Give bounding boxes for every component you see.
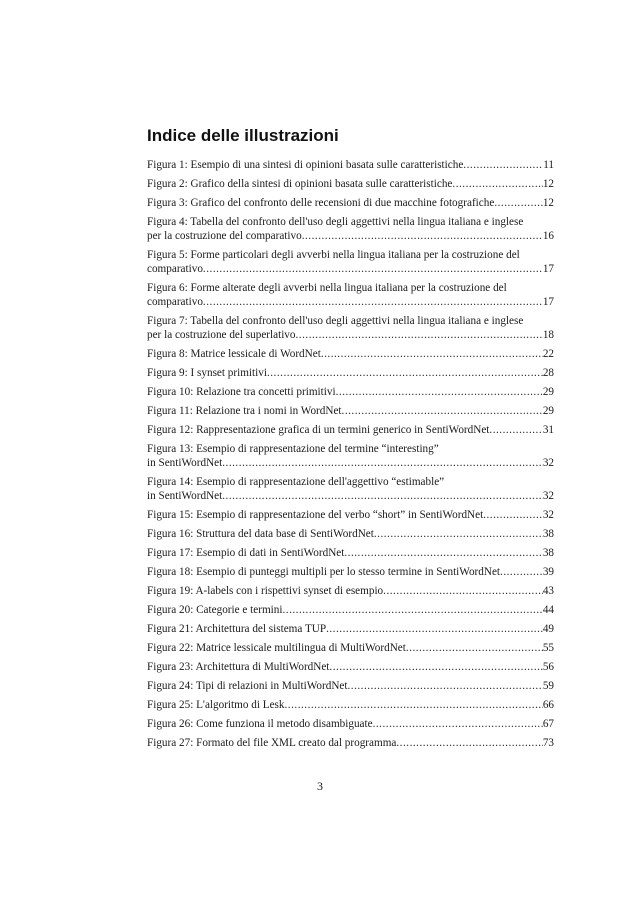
toc-entry-text: Figura 19: A-labels con i rispettivi synset di esempio	[147, 585, 384, 597]
toc-entry[interactable]	[147, 213, 554, 246]
toc-entry-text: Figura 4: Tabella del confronto dell'uso degli aggettivi nella lingua italiana e inglese	[147, 216, 524, 228]
toc-page-number: 18	[542, 329, 554, 341]
toc-entry-text: Figura 9: I synset primitivi	[147, 367, 267, 379]
toc-entry-text: Figura 18: Esempio di punteggi multipli per lo stesso termine in SentiWordNet	[147, 566, 501, 578]
toc-entry[interactable]	[147, 421, 554, 440]
toc-entry-line-last	[147, 489, 554, 503]
toc-leader-dots	[483, 508, 543, 522]
toc-page-number: 73	[542, 737, 554, 749]
toc-leader-dots	[222, 456, 543, 470]
toc-entry-text: per la costruzione del comparativo	[147, 230, 302, 242]
toc-entry-text: Figura 25: L'algoritmo di Lesk	[147, 699, 285, 711]
toc-entry-text: Figura 1: Esempio di una sintesi di opinioni basata sulle caratteristiche	[147, 159, 464, 171]
toc-entry-text: Figura 3: Grafico del confronto delle recensioni di due macchine fotografiche	[147, 197, 495, 209]
toc-leader-dots	[282, 603, 542, 617]
toc-entry[interactable]	[147, 345, 554, 364]
toc-entry-line-last	[147, 423, 554, 437]
toc-leader-dots	[463, 158, 543, 172]
toc-entry-line-last	[147, 366, 554, 380]
toc-entry[interactable]	[147, 440, 554, 473]
toc-entry[interactable]	[147, 506, 554, 525]
toc-page-number: 38	[542, 528, 554, 540]
toc-entry-line-last	[147, 295, 554, 309]
toc-entry-text: Figura 11: Relazione tra i nomi in WordNet	[147, 405, 342, 417]
toc-leader-dots	[500, 565, 543, 579]
toc-entry[interactable]	[147, 312, 554, 345]
toc-entry[interactable]	[147, 194, 554, 213]
toc-entry-text: Figura 12: Rappresentazione grafica di un termini generico in SentiWordNet	[147, 424, 490, 436]
toc-entry[interactable]	[147, 156, 554, 175]
toc-entry-text: Figura 23: Architettura di MultiWordNet	[147, 661, 330, 673]
toc-entry[interactable]	[147, 601, 554, 620]
toc-leader-dots	[302, 229, 543, 243]
toc-page-number: 66	[542, 699, 554, 711]
toc-entry-text: in SentiWordNet	[147, 490, 223, 502]
toc-entry-line-last	[147, 508, 554, 522]
toc-leader-dots	[406, 641, 543, 655]
toc-entry-line-last	[147, 385, 554, 399]
toc-entry-line-last	[147, 622, 554, 636]
toc-entry-line-last	[147, 328, 554, 342]
toc-leader-dots	[344, 546, 542, 560]
toc-leader-dots	[329, 660, 542, 674]
toc-page-number: 29	[542, 405, 554, 417]
toc-entry-line	[147, 281, 554, 295]
toc-leader-dots	[267, 366, 543, 380]
toc-entry-line-last	[147, 347, 554, 361]
toc-leader-dots	[383, 584, 543, 598]
toc-entry-line-last	[147, 698, 554, 712]
toc-entry-line-last	[147, 546, 554, 560]
toc-entry[interactable]	[147, 383, 554, 402]
toc-entry-line-last	[147, 177, 554, 191]
toc-entry-text: comparativo	[147, 263, 203, 275]
toc-entry-line-last	[147, 527, 554, 541]
toc-entry-line-last	[147, 641, 554, 655]
toc-entry-line-last	[147, 679, 554, 693]
page-title: Indice delle illustrazioni	[147, 126, 339, 145]
toc-entry-line-last	[147, 717, 554, 731]
toc-page-number: 12	[542, 197, 554, 209]
toc-entry-line-last	[147, 660, 554, 674]
toc-leader-dots	[347, 679, 542, 693]
toc-page-number: 39	[542, 566, 554, 578]
toc-leader-dots	[452, 177, 542, 191]
page-number: 3	[317, 779, 323, 793]
toc-entry[interactable]	[147, 544, 554, 563]
toc-entry[interactable]	[147, 734, 554, 753]
toc-entry-text: Figura 27: Formato del file XML creato dal programma	[147, 737, 397, 749]
toc-page-number: 22	[542, 348, 554, 360]
toc-entry-line-last	[147, 262, 554, 276]
toc-entry-text: Figura 6: Forme alterate degli avverbi nella lingua italiana per la costruzione del	[147, 282, 507, 294]
toc-entry-text: Figura 15: Esempio di rappresentazione del verbo “short” in SentiWordNet	[147, 509, 484, 521]
toc-page-number: 49	[542, 623, 554, 635]
toc-entry[interactable]	[147, 402, 554, 421]
toc-entry-line-last	[147, 229, 554, 243]
toc-entry-text: Figura 26: Come funziona il metodo disambiguate	[147, 718, 373, 730]
toc-entry-text: Figura 5: Forme particolari degli avverbi nella lingua italiana per la costruzione del	[147, 249, 520, 261]
toc-page-number: 31	[542, 424, 554, 436]
toc-entry-text: Figura 8: Matrice lessicale di WordNet	[147, 348, 321, 360]
toc-entry[interactable]	[147, 677, 554, 696]
toc-entry-line	[147, 442, 554, 456]
toc-entry-text: Figura 13: Esempio di rappresentazione del termine “interesting”	[147, 443, 439, 455]
toc-entry[interactable]	[147, 582, 554, 601]
toc-leader-dots	[489, 423, 542, 437]
toc-leader-dots	[296, 328, 543, 342]
toc-entry-line-last	[147, 603, 554, 617]
toc-page-number: 55	[542, 642, 554, 654]
toc-leader-dots	[321, 347, 543, 361]
toc-entry-line-last	[147, 565, 554, 579]
toc-entry[interactable]	[147, 715, 554, 734]
toc-leader-dots	[203, 295, 543, 309]
toc-leader-dots	[203, 262, 543, 276]
toc-entry-line	[147, 248, 554, 262]
toc-leader-dots	[336, 385, 543, 399]
toc-page-number: 56	[542, 661, 554, 673]
toc-entry[interactable]	[147, 364, 554, 383]
toc-page-number: 32	[542, 457, 554, 469]
toc-entry-line	[147, 314, 554, 328]
toc-entry-text: Figura 7: Tabella del confronto dell'uso degli aggettivi nella lingua italiana e inglese	[147, 315, 524, 327]
toc-page-number: 32	[542, 509, 554, 521]
toc-entry[interactable]	[147, 175, 554, 194]
toc-entry-text: Figura 14: Esempio di rappresentazione dell'aggettivo “estimable”	[147, 476, 445, 488]
toc-entry[interactable]	[147, 246, 554, 279]
toc-page-number: 17	[542, 263, 554, 275]
toc-entry-text: Figura 17: Esempio di dati in SentiWordNet	[147, 547, 345, 559]
illustrations-index	[147, 156, 554, 753]
toc-entry-text: in SentiWordNet	[147, 457, 223, 469]
toc-entry-text: Figura 20: Categorie e termini	[147, 604, 283, 616]
toc-entry[interactable]	[147, 658, 554, 677]
toc-entry-line	[147, 215, 554, 229]
toc-entry-text: comparativo	[147, 296, 203, 308]
toc-entry-line	[147, 475, 554, 489]
toc-entry-text: per la costruzione del superlativo	[147, 329, 296, 341]
toc-entry-line-last	[147, 584, 554, 598]
toc-entry[interactable]	[147, 639, 554, 658]
toc-leader-dots	[374, 527, 543, 541]
toc-page-number: 16	[542, 230, 554, 242]
toc-page-number: 28	[542, 367, 554, 379]
toc-leader-dots	[285, 698, 543, 712]
toc-entry-text: Figura 10: Relazione tra concetti primitivi	[147, 386, 336, 398]
toc-leader-dots	[342, 404, 543, 418]
toc-leader-dots	[396, 736, 542, 750]
toc-entry-line-last	[147, 456, 554, 470]
toc-page-number: 38	[542, 547, 554, 559]
toc-page-number: 29	[542, 386, 554, 398]
toc-page-number: 12	[542, 178, 554, 190]
toc-page-number: 11	[543, 159, 554, 171]
toc-entry-line-last	[147, 196, 554, 210]
toc-entry-text: Figura 22: Matrice lessicale multilingua di MultiWordNet	[147, 642, 406, 654]
toc-entry-text: Figura 21: Architettura del sistema TUP	[147, 623, 327, 635]
toc-page-number: 17	[542, 296, 554, 308]
toc-page-number: 43	[542, 585, 554, 597]
toc-leader-dots	[494, 196, 543, 210]
toc-page-number: 59	[542, 680, 554, 692]
toc-entry[interactable]	[147, 696, 554, 715]
toc-page-number: 44	[542, 604, 554, 616]
toc-page-number: 67	[542, 718, 554, 730]
toc-leader-dots	[222, 489, 543, 503]
toc-page-number: 32	[542, 490, 554, 502]
toc-entry-line-last	[147, 404, 554, 418]
toc-entry[interactable]	[147, 620, 554, 639]
toc-entry-text: Figura 24: Tipi di relazioni in MultiWordNet	[147, 680, 348, 692]
toc-entry[interactable]	[147, 563, 554, 582]
toc-entry[interactable]	[147, 279, 554, 312]
toc-entry-line-last	[147, 158, 554, 172]
toc-entry-text: Figura 2: Grafico della sintesi di opinioni basata sulle caratteristiche	[147, 178, 453, 190]
toc-leader-dots	[373, 717, 543, 731]
toc-entry-line-last	[147, 736, 554, 750]
toc-entry[interactable]	[147, 525, 554, 544]
toc-leader-dots	[326, 622, 543, 636]
toc-entry[interactable]	[147, 473, 554, 506]
toc-entry-text: Figura 16: Struttura del data base di SentiWordNet	[147, 528, 374, 540]
